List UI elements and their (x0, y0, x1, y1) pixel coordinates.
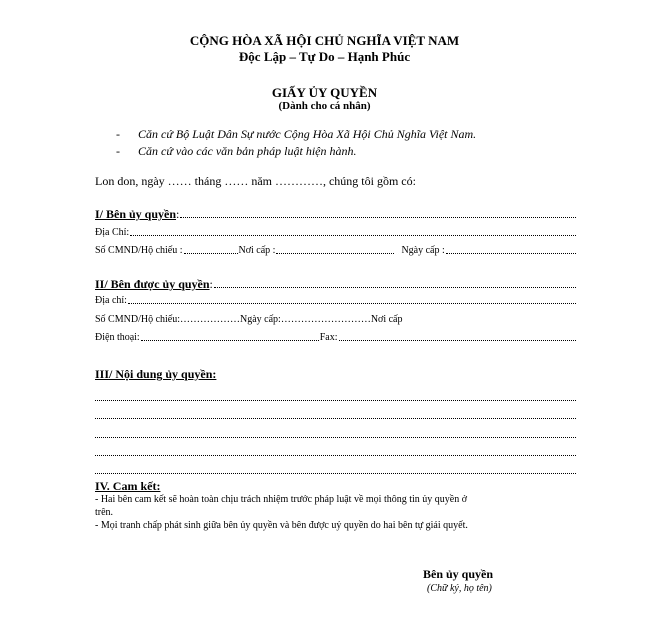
section-4-heading: IV. Cam kết: (95, 479, 161, 493)
phone-fill[interactable] (141, 340, 319, 341)
content-line-3[interactable] (95, 437, 576, 438)
commitment-1-cont: trên. (95, 507, 114, 518)
fax-label: Fax: (319, 332, 338, 343)
section-1-heading-row (95, 207, 577, 221)
phone-label: Điện thoại: (95, 332, 140, 343)
address-label: Địa chỉ: (95, 295, 127, 306)
id-fill[interactable] (184, 253, 238, 254)
colon: : (209, 277, 213, 291)
section-3-heading: III/ Nội dung ủy quyền: (95, 367, 217, 381)
fax-fill[interactable] (339, 340, 577, 341)
motto: Độc Lập – Tự Do – Hạnh Phúc (238, 49, 411, 64)
document-subtitle: (Dành cho cá nhân) (278, 100, 371, 112)
issued-date-fill[interactable] (446, 253, 576, 254)
issued-place-label: Nơi cấp : (238, 245, 276, 256)
colon: : (176, 207, 180, 221)
address-fill[interactable] (130, 235, 576, 236)
legal-basis-1 (116, 127, 476, 141)
section-1-heading: I/ Bên ủy quyền (95, 207, 177, 221)
content-line-4[interactable] (95, 455, 576, 456)
content-line-5[interactable] (95, 473, 576, 474)
content-line-2[interactable] (95, 418, 576, 419)
signature-note: (Chữ ký, họ tên) (427, 583, 492, 594)
issued-date-fill[interactable]: ……………………… (280, 314, 371, 325)
document-title: GIẤY ỦY QUYỀN (271, 85, 378, 100)
id-label: Số CMND/Hộ chiếu: (95, 314, 180, 325)
legal-basis-2 (116, 144, 357, 158)
section-2-id-row (95, 314, 403, 326)
section-1-address-row (95, 227, 577, 239)
fill-line (180, 217, 576, 218)
bullet-dash: - (116, 127, 120, 141)
legal-basis-text: Căn cứ Bộ Luật Dân Sự nước Cộng Hòa Xã Hội Chủ Nghĩa Việt Nam. (138, 127, 477, 141)
content-line-1[interactable] (95, 400, 576, 401)
address-fill[interactable] (128, 303, 576, 304)
id-label: Số CMND/Hộ chiếu : (95, 245, 183, 256)
section-2-address-row (95, 295, 577, 307)
legal-basis-text: Căn cứ vào các văn bản pháp luật hiện hành. (138, 144, 357, 158)
issued-date-label: Ngày cấp : (401, 245, 445, 256)
commitment-1: - Hai bên cam kết sẽ hoàn toàn chịu trách nhiệm trước pháp luật về mọi thông tin ủy quyền ở (95, 494, 468, 505)
section-2-heading-row (95, 277, 577, 291)
issued-date-label: Ngày cấp: (240, 314, 281, 325)
section-2-phone-row (95, 332, 577, 344)
issued-place-fill[interactable] (276, 253, 394, 254)
signature-party: Bên ủy quyền (423, 567, 494, 581)
bullet-dash: - (116, 144, 120, 158)
section-2-heading: II/ Bên được ủy quyền (95, 277, 210, 291)
commitment-2: - Mọi tranh chấp phát sinh giữa bên ủy quyền và bên được uỷ quyền do hai bên tự giải quyết. (95, 520, 468, 531)
address-label: Địa Chỉ: (95, 227, 130, 238)
intro-line: Lon don, ngày …… tháng …… năm …………, chúng tôi gồm có: (95, 174, 416, 188)
issued-place-label: Nơi cấp (370, 314, 403, 325)
fill-line (214, 287, 576, 288)
section-1-id-row (95, 245, 577, 257)
id-fill[interactable]: ……………… (180, 314, 240, 325)
nation-name: CỘNG HÒA XÃ HỘI CHỦ NGHĨA VIỆT NAM (189, 33, 460, 48)
